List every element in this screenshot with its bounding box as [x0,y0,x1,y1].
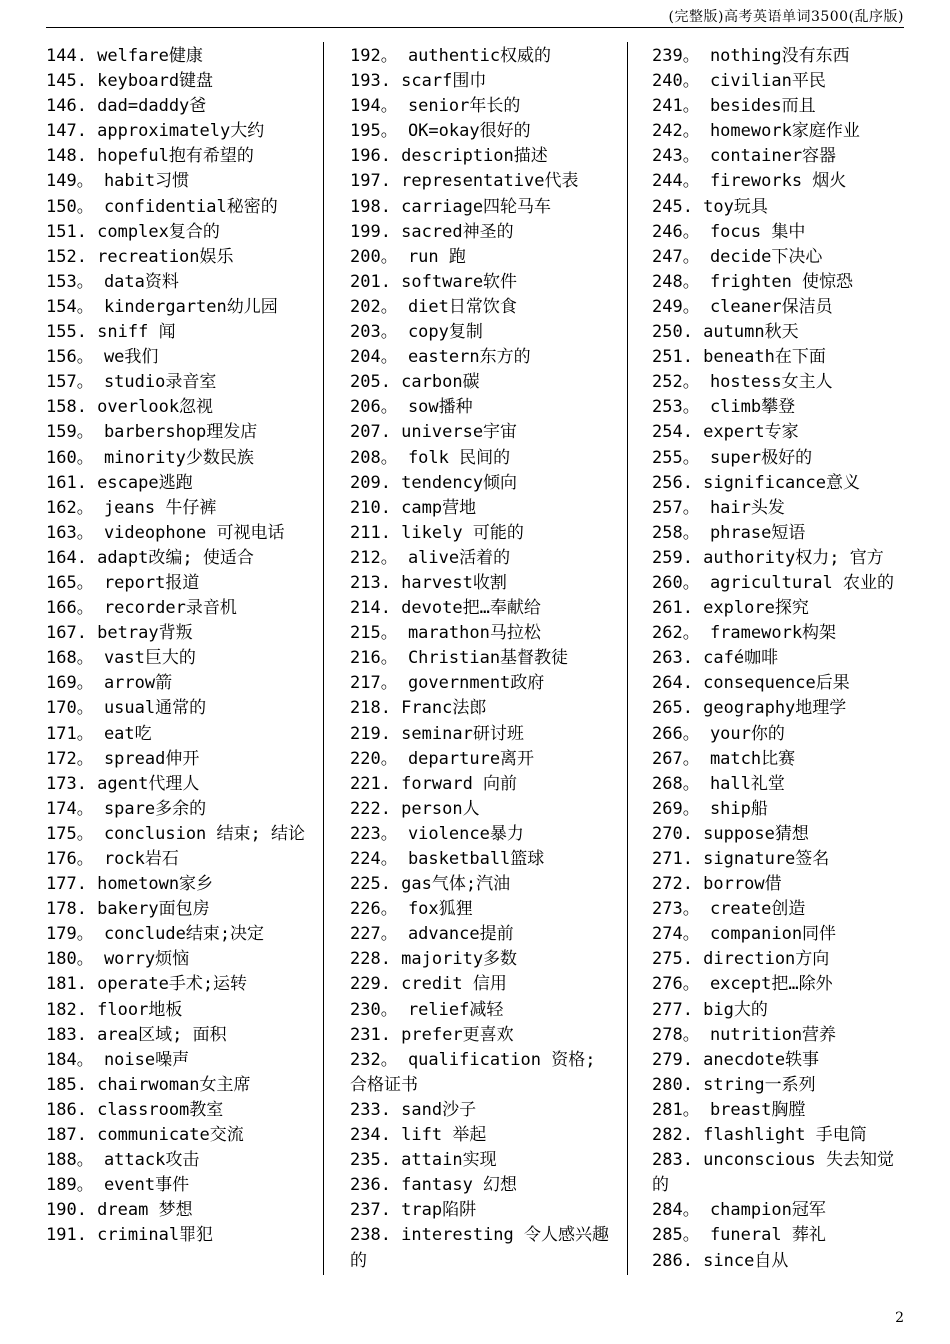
vocab-entry: 211. likely 可能的 [350,522,524,543]
vocab-entry: 184。 noise噪声 [46,1049,190,1070]
vocab-entry: 250. autumn秋天 [652,322,799,343]
vocab-entry: 174。 spare多余的 [46,798,207,819]
vocab-entry: 197. representative代表 [350,171,579,192]
vocab-entry: 183. area区域; 面积 [46,1024,227,1045]
vocab-entry: 180。 worry烦恼 [46,949,190,970]
vocab-entry: 176。 rock岩石 [46,849,179,869]
vocab-entry: 237. trap陷阱 [350,1200,477,1221]
vocab-entry: 209. tendency倾向 [350,472,518,493]
vocab-entry: 248。 frighten 使惊恐 [652,271,854,292]
vocab-entry: 246。 focus 集中 [652,221,806,242]
vocab-entry: 242。 homework家庭作业 [652,121,860,142]
vocab-entry: 257。 hair头发 [652,497,785,518]
vocab-entry: 205. carbon碳 [350,372,480,393]
vocab-entry: 150。 confidential秘密的 [46,196,278,217]
vocab-entry: 200。 run 跑 [350,246,466,267]
vocab-entry: 207. universe宇宙 [350,422,518,443]
vocab-entry: 182. floor地板 [46,999,183,1020]
vocab-entry: 253。 climb攀登 [652,397,796,418]
vocab-entry: 188。 attack攻击 [46,1150,200,1171]
page-header-title: (完整版)高考英语单词3500(乱序版) [668,9,904,25]
vocab-entry: 269。 ship船 [652,798,768,819]
vocab-entry: 173. agent代理人 [46,773,200,794]
vocab-entry: 190. dream 梦想 [46,1200,193,1221]
vocab-entry: 245. toy玩具 [652,196,768,217]
vocab-entry: 162。 jeans 牛仔裤 [46,497,217,518]
vocab-entry: 229. credit 信用 [350,974,507,995]
vocab-entry: 223。 violence暴力 [350,823,524,844]
header-rule [46,27,904,28]
vocab-entry: 230。 relief减轻 [350,999,504,1020]
vocab-entry: 218. Franc法郎 [350,698,487,719]
vocab-entry: 181. operate手术;运转 [46,974,248,995]
vocab-entry: 195。 OK=okay很好的 [350,121,531,142]
page-number: 2 [895,1310,904,1326]
vocab-entry: 266。 your你的 [652,723,785,744]
vocab-entry: 148. hopeful抱有希望的 [46,146,254,167]
vocab-entry: 279. anecdote轶事 [652,1049,820,1070]
vocab-entry: 262。 framework构架 [652,623,837,644]
vocab-entry: 238. interesting 令人感兴趣的 [350,1225,609,1271]
vocab-entry: 261. explore探究 [652,598,809,619]
vocab-entry: 204。 eastern东方的 [350,347,531,368]
vocab-entry: 285。 funeral 葬礼 [652,1225,826,1246]
vocab-entry: 251. beneath在下面 [652,347,826,368]
vocab-entry: 228. majority多数 [350,949,518,970]
vocab-entry: 247。 decide下决心 [652,246,823,267]
vocab-entry: 234. lift 举起 [350,1125,487,1146]
vocab-entry: 186. classroom教室 [46,1099,224,1120]
column-divider [627,42,628,1275]
vocab-entry: 280. string一系列 [652,1074,816,1095]
vocab-column-3 [652,44,908,1274]
vocab-entry: 217。 government政府 [350,673,545,694]
vocab-entry: 199. sacred神圣的 [350,221,514,242]
vocab-entry: 233. sand沙子 [350,1099,477,1120]
vocab-entry: 265. geography地理学 [652,698,847,719]
vocab-entry: 264. consequence后果 [652,673,850,694]
vocab-entry: 249。 cleaner保洁员 [652,296,833,317]
vocab-entry: 159。 barbershop理发店 [46,422,258,443]
vocab-entry: 241。 besides而且 [652,96,816,117]
vocab-entry: 208。 folk 民间的 [350,447,511,468]
vocab-entry: 210. camp营地 [350,497,477,518]
vocab-entry: 164. adapt改编; 使适合 [46,547,254,568]
vocab-entry: 281。 breast胸膛 [652,1099,806,1120]
vocab-entry: 185. chairwoman女主席 [46,1074,251,1095]
column-divider [323,42,324,1275]
vocab-entry: 215。 marathon马拉松 [350,623,541,644]
vocab-entry: 191. criminal罪犯 [46,1225,214,1246]
vocab-entry: 156。 we我们 [46,347,159,368]
vocab-entry: 226。 fox狐狸 [350,899,473,920]
vocab-entry: 274。 companion同伴 [652,924,837,945]
vocab-entry: 267。 match比赛 [652,748,796,769]
vocab-entry: 157。 studio录音室 [46,372,217,393]
vocab-entry: 212。 alive活着的 [350,547,511,568]
vocab-entry: 220。 departure离开 [350,748,535,769]
vocab-entry: 258。 phrase短语 [652,522,806,543]
vocab-entry: 283. unconscious 失去知觉的 [652,1150,894,1196]
vocab-entry: 168。 vast巨大的 [46,648,196,669]
vocab-entry: 203。 copy复制 [350,322,483,343]
vocab-entry: 263. café咖啡 [652,648,779,669]
vocab-entry: 145. keyboard键盘 [46,71,214,92]
vocab-entry: 167. betray背叛 [46,623,193,644]
vocab-entry: 275. direction方向 [652,949,830,970]
vocab-entry: 146. dad=daddy爸 [46,96,207,117]
vocab-entry: 169。 arrow箭 [46,673,173,694]
vocab-entry: 268。 hall礼堂 [652,773,785,794]
vocab-entry: 256. significance意义 [652,472,860,493]
vocab-entry: 278。 nutrition营养 [652,1024,837,1045]
vocab-entry: 154。 kindergarten幼儿园 [46,296,278,317]
vocab-entry: 161. escape逃跑 [46,472,193,493]
vocab-entry: 179。 conclude结束;决定 [46,924,265,945]
vocab-column-2 [350,44,612,1274]
vocab-entry: 213. harvest收割 [350,572,507,593]
vocab-entry: 189。 event事件 [46,1175,190,1196]
vocab-entry: 239。 nothing没有东西 [652,46,850,66]
vocab-entry: 219. seminar研讨班 [350,723,524,744]
vocab-entry: 231. prefer更喜欢 [350,1024,514,1045]
vocab-entry: 235. attain实现 [350,1150,497,1171]
vocab-entry: 222. person人 [350,798,480,819]
vocab-entry: 240。 civilian平民 [652,71,826,92]
vocab-entry: 232。 qualification 资格; 合格证书 [350,1049,596,1095]
vocab-entry: 166。 recorder录音机 [46,598,237,619]
vocab-entry: 196. description描述 [350,146,548,167]
vocab-entry: 254. expert专家 [652,422,799,443]
vocab-entry: 187. communicate交流 [46,1125,244,1146]
vocab-entry: 255。 super极好的 [652,447,813,468]
vocab-entry: 165。 report报道 [46,572,200,593]
vocab-entry: 178. bakery面包房 [46,899,210,920]
vocab-entry: 158. overlook忽视 [46,397,214,418]
vocab-entry: 214. devote把…奉献给 [350,598,541,619]
vocab-entry: 227。 advance提前 [350,924,514,945]
vocab-entry: 163。 videophone 可视电话 [46,522,285,543]
vocab-entry: 277. big大的 [652,999,768,1020]
vocab-entry: 147. approximately大约 [46,121,265,142]
vocab-entry: 198. carriage四轮马车 [350,196,552,217]
vocab-entry: 224。 basketball篮球 [350,849,545,869]
vocab-entry: 272. borrow借 [652,874,782,895]
vocab-entry: 252。 hostess女主人 [652,372,833,393]
vocab-entry: 172。 spread伸开 [46,748,200,769]
vocab-entry: 193. scarf围巾 [350,71,487,92]
vocab-entry: 144. welfare健康 [46,46,203,66]
vocab-entry: 243。 container容器 [652,146,837,167]
vocab-entry: 286. since自从 [652,1250,789,1271]
vocab-entry: 153。 data资料 [46,271,179,292]
vocab-entry: 276。 except把…除外 [652,974,833,995]
vocab-entry: 225. gas气体;汽油 [350,874,511,895]
vocab-entry: 151. complex复合的 [46,221,220,242]
vocab-entry: 175。 conclusion 结束; 结论 [46,823,305,844]
vocab-entry: 177. hometown家乡 [46,874,214,895]
vocab-entry: 221. forward 向前 [350,773,518,794]
vocab-entry: 271. signature签名 [652,849,830,869]
vocab-entry: 155. sniff 闻 [46,322,176,343]
vocab-entry: 260。 agricultural 农业的 [652,572,894,593]
vocab-entry: 192。 authentic权威的 [350,46,552,66]
vocab-entry: 282. flashlight 手电筒 [652,1125,867,1146]
vocab-entry: 216。 Christian基督教徒 [350,648,569,669]
vocab-entry: 201. software软件 [350,271,518,292]
vocab-entry: 273。 create创造 [652,899,806,920]
vocab-entry: 202。 diet日常饮食 [350,296,517,317]
vocab-column-1 [46,44,308,1249]
vocab-entry: 206。 sow播种 [350,397,473,418]
vocab-entry: 160。 minority少数民族 [46,447,254,468]
vocab-entry: 236. fantasy 幻想 [350,1175,518,1196]
vocab-entry: 194。 senior年长的 [350,96,521,117]
vocab-entry: 244。 fireworks 烟火 [652,171,847,192]
vocab-entry: 170。 usual通常的 [46,698,207,719]
vocab-entry: 171。 eat吃 [46,723,152,744]
vocab-entry: 270. suppose猜想 [652,823,809,844]
vocab-entry: 149。 habit习惯 [46,171,190,192]
vocab-entry: 152. recreation娱乐 [46,246,234,267]
vocab-entry: 259. authority权力; 官方 [652,547,884,568]
vocab-entry: 284。 champion冠军 [652,1200,826,1221]
